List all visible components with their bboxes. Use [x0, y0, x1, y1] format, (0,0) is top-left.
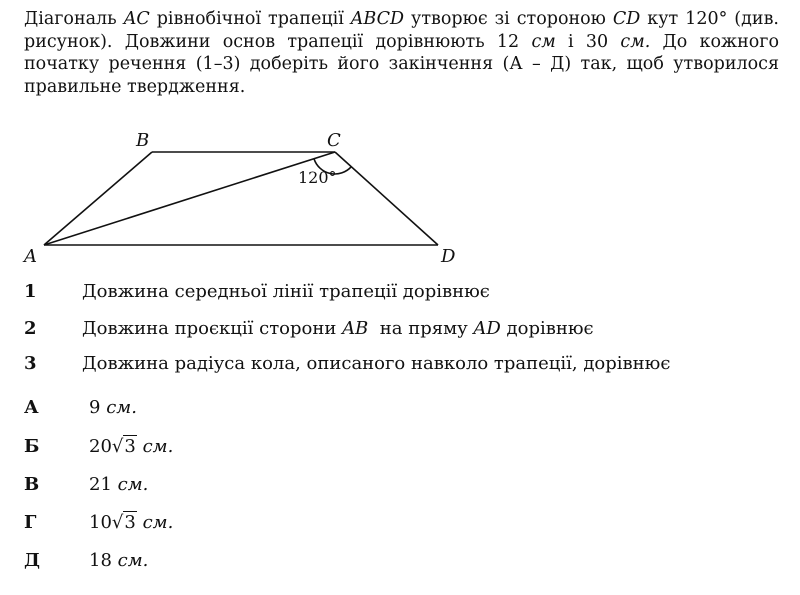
- option-coefficient: 10: [89, 512, 112, 533]
- unit-cm-2: см.: [620, 31, 651, 52]
- var-ad: AD: [473, 318, 501, 339]
- option-value: [89, 397, 137, 419]
- statement-number: 3: [24, 353, 37, 374]
- option-letter: Б: [24, 436, 40, 457]
- statement-number: 1: [24, 281, 37, 302]
- problem-text-1: Діагональ: [24, 9, 124, 29]
- statement-text: Довжина середньої лінії трапеції дорівнює: [82, 281, 490, 302]
- unit-cm-1: см: [531, 31, 556, 52]
- option-unit: см.: [142, 436, 174, 457]
- statement-text-post: дорівнює: [500, 318, 594, 339]
- sqrt-sign: √: [111, 436, 124, 457]
- var-ac: AC: [123, 9, 150, 29]
- statement-text: Довжина радіуса кола, описаного навколо трапеції, дорівнює: [82, 353, 671, 374]
- problem-text-5: і 30: [555, 31, 621, 52]
- vertex-label-c: C: [327, 130, 341, 151]
- statement-text-mid: на пряму: [368, 318, 474, 339]
- option-letter: А: [24, 397, 39, 418]
- statement-text-pre: Довжина проєкції сторони: [82, 318, 343, 339]
- var-cd: CD: [612, 9, 641, 29]
- vertex-label-d: D: [441, 246, 456, 267]
- option-unit: см.: [117, 474, 149, 495]
- option-value: [89, 436, 173, 458]
- statement-text: [82, 318, 594, 340]
- option-letter: В: [24, 474, 40, 495]
- option-letter: Д: [24, 550, 41, 571]
- var-abcd: ABCD: [350, 9, 405, 29]
- option-number: 9: [89, 397, 101, 418]
- option-radicand: 3: [124, 436, 136, 457]
- vertex-label-a: A: [24, 246, 37, 267]
- option-radicand: 3: [124, 512, 136, 533]
- vertex-label-b: B: [136, 130, 150, 151]
- option-unit: см.: [142, 512, 174, 533]
- option-number: 21: [89, 474, 112, 495]
- statement-number: 2: [24, 318, 37, 339]
- option-coefficient: 20: [89, 436, 112, 457]
- var-ab: AB: [342, 318, 369, 339]
- option-value: [89, 474, 148, 496]
- problem-text-6: До кожного початку речення (1–3) доберіть його закінчення (А – Д) так, щоб утворилося правильне твердження.: [24, 31, 780, 97]
- option-unit: см.: [106, 397, 137, 418]
- angle-label: 120°: [298, 168, 337, 187]
- problem-text-2: рівнобічної трапеції: [149, 9, 351, 29]
- sqrt-sign: √: [111, 512, 124, 533]
- side-cd: [335, 152, 438, 245]
- option-number: 18: [89, 550, 112, 571]
- problem-text-3: утворює зі стороною: [404, 9, 613, 29]
- diagonal-ac: [44, 152, 335, 245]
- side-ab: [44, 152, 152, 245]
- problem-text-4: кут 120° (див. рисунок). Довжини основ трапеції дорівнюють 12: [24, 9, 779, 52]
- option-value: [89, 550, 148, 572]
- option-value: [89, 512, 173, 534]
- option-letter: Г: [24, 512, 37, 533]
- option-unit: см.: [117, 550, 149, 571]
